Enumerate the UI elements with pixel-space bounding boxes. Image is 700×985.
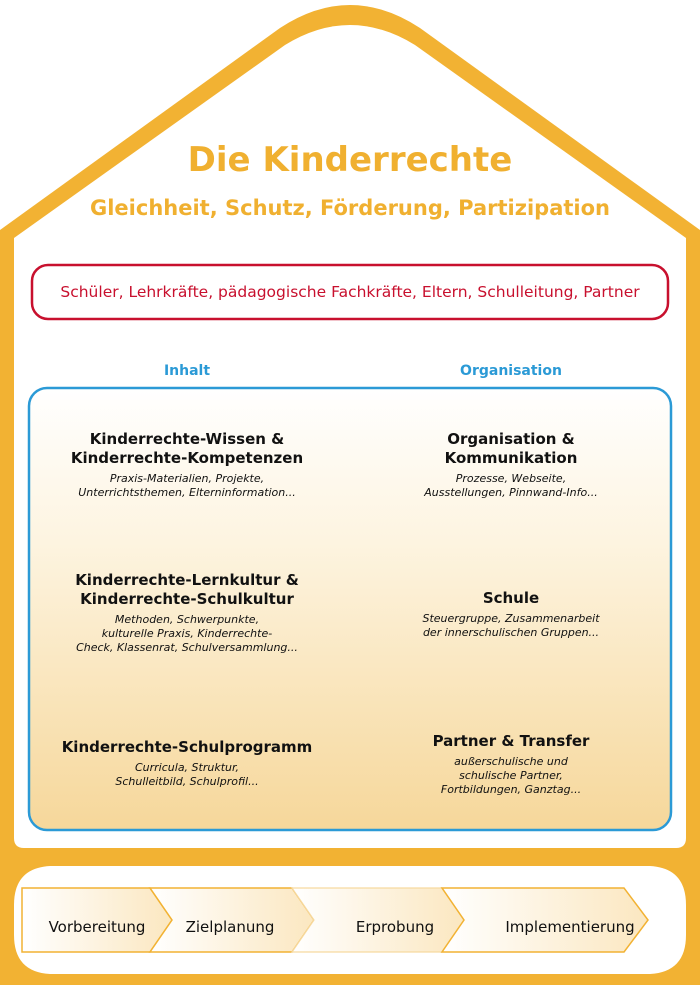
step-erprobung: Erprobung — [355, 918, 435, 936]
page-title: Die Kinderrechte — [187, 140, 513, 180]
block-wissen — [27, 430, 347, 500]
block-title: Organisation & Kommunikation — [444, 430, 578, 467]
block-description: Prozesse, Webseite, Ausstellungen, Pinnwand-Info... — [424, 472, 598, 499]
block-title: Schule — [482, 589, 540, 607]
block-title: Kinderrechte-Schulprogramm — [61, 738, 313, 756]
roles-text: Schüler, Lehrkräfte, pädagogische Fachkräfte, Eltern, Schulleitung, Partner — [60, 283, 640, 301]
block-schulprogramm — [27, 738, 347, 789]
block-title: Partner & Transfer — [432, 732, 590, 750]
step-zielplanung: Zielplanung — [185, 918, 275, 936]
block-description: Methoden, Schwerpunkte, kulturelle Praxis, Kinderrechte- Check, Klassenrat, Schulversammlung... — [76, 613, 298, 654]
block-description: Steuergruppe, Zusammenarbeit der innerschulischen Gruppen... — [422, 612, 600, 639]
block-description: Curricula, Struktur, Schulleitbild, Schulprofil... — [115, 761, 259, 788]
block-description: Praxis-Materialien, Projekte, Unterrichtsthemen, Elterninformation... — [78, 472, 296, 499]
block-title: Kinderrechte-Wissen & Kinderrechte-Kompetenzen — [70, 430, 304, 467]
block-organisation — [351, 430, 671, 500]
step-implementierung: Implementierung — [505, 918, 635, 936]
block-title: Kinderrechte-Lernkultur & Kinderrechte-Schulkultur — [75, 571, 299, 608]
column-heading-inhalt: Inhalt — [163, 363, 211, 379]
step-vorbereitung: Vorbereitung — [48, 918, 146, 936]
page-subtitle: Gleichheit, Schutz, Förderung, Partizipation — [90, 196, 610, 220]
block-lernkultur — [27, 571, 347, 655]
block-description: außerschulische und schulische Partner, Fortbildungen, Ganztag... — [440, 755, 582, 796]
column-heading-organisation: Organisation — [460, 363, 562, 379]
block-schule — [351, 589, 671, 640]
block-partner-transfer — [351, 732, 671, 797]
